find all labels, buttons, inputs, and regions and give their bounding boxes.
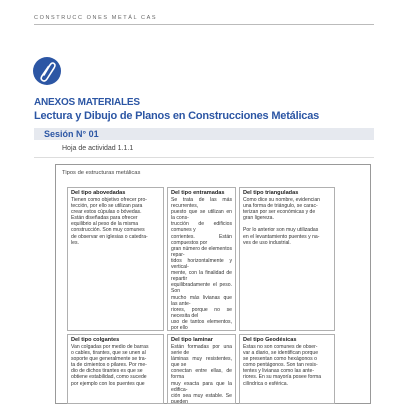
structure-cell [239, 187, 335, 331]
document-title: Lectura y Dibujo de Planos en Construcciones Metálicas [34, 110, 320, 122]
cell-text: Tienen como objetivo ofrecer pro- tección, por ello se utilizan para crear estos cúpulas o bóvedas. Están diseñadas para ofrecer equilibrio al peso de la misma construcción. Son muy comunes de observar en iglesias o catedra- les. [71, 197, 148, 246]
cell-text: Están formadas por una serie de láminas muy resistentes, que se conectan entre ellas, de forma muy exacta para que la edifica- ción sea muy estable. Se pueden [171, 344, 232, 404]
cell-text: Van colgadas por medio de barras o cables, tirantes, que se unen al soporte que generalmente se tra- ta de cimientos o pilares. Por me- dio de dichos tirantes es que se obtiene estabilidad, como sucede por ejemplo con los puentes que [71, 344, 149, 387]
cell-title: Del tipo abovedadas [71, 190, 126, 196]
paperclip-icon [33, 57, 61, 85]
structure-cell [167, 334, 236, 404]
cell-title: Del tipo trianguladas [243, 190, 299, 196]
cell-title: Del tipo laminar [171, 337, 213, 343]
structure-cell [67, 187, 164, 331]
section-divider [34, 157, 374, 158]
header-divider [34, 24, 374, 25]
structure-cell [239, 334, 335, 404]
table-caption: Tipos de estructuras metálicas [62, 170, 141, 176]
cell-text: Se trata de las más recurrentes, puesto que se utilizan en la cons- trucción de edificios comunes y corrientes. Están compuestos por gran número de elementos repar- tidos horizontalmente y vertical- mente, con la finalidad de repartir equilibradamente el peso. Son mucho más livianas que las ante- riores, porque no se necesita del uso de tantos elementos, por ello [171, 197, 232, 331]
structure-cell [67, 334, 164, 404]
annex-label: ANEXOS MATERIALES [34, 97, 140, 108]
activity-sheet-label: Hoja de actividad 1.1.1 [62, 145, 134, 152]
cell-title: Del tipo entramadas [171, 190, 225, 196]
cell-title: Del tipo Geodésicas [243, 337, 297, 343]
running-header: CONSTRUCC ONES METÁL CAS [34, 15, 158, 21]
cell-text: Estas no son comunes de obser- var a diario, se identifican porque se presentan como hexágonos o como pentágonos. Son tan resis- tentes y livianas como las ante- riores. En su mayoría posee forma cilíndrica o esférica. [243, 344, 322, 387]
session-bar [34, 128, 374, 140]
cell-title: Del tipo colgantes [71, 337, 120, 343]
annex-icon-badge [33, 57, 61, 85]
session-label: Sesión N° 01 [44, 129, 99, 139]
cell-text: Como dice su nombre, evidencian una forma de triángulo, se carac- terizan por ser económicas y de gran ligereza. Por lo anterior son muy utilizadas en el levantamiento puentes y na- ves de uso industrial. [243, 197, 321, 246]
structure-cell [167, 187, 236, 331]
